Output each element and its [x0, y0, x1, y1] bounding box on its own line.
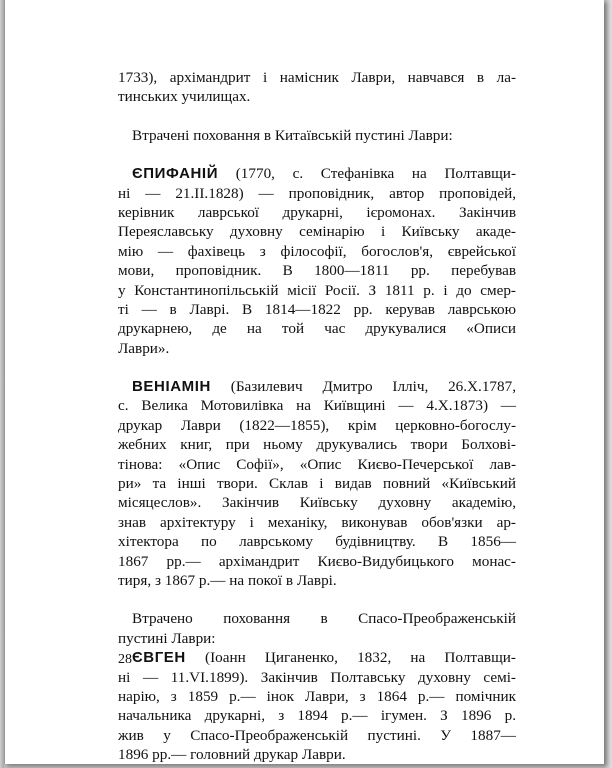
section-title: Втрачено поховання в Спасо-Преображенській [132, 610, 516, 628]
entry-name: ЄВГЕН [132, 649, 186, 667]
entry-line: жив у Спасо-Преображенській пустині. У 1887— [118, 726, 516, 744]
intro-line: тинських училищах. [118, 88, 251, 106]
entry-line: у Константинопільській місії Росії. З 1811 р. і до смер- [118, 281, 516, 299]
viewer-right-shadow [603, 0, 612, 768]
entry-line: тінова: «Опис Софії», «Опис Києво-Печерської лав- [118, 455, 516, 473]
entry-line: ні — 21.II.1828) — проповідник, автор проповідей, [118, 184, 516, 202]
entry-line: мови, проповідник. В 1800—1811 рр. перебував [118, 262, 516, 280]
entry-line: керівник лаврської друкарні, ієромонах. Закінчив [118, 203, 516, 221]
entry-line: ри» та інші твори. Склав і видав повний «Київський [118, 475, 516, 493]
entry-line: Переяславську духовну семінарію і Київську акаде- [118, 223, 516, 241]
entry-name: ЄПИФАНІЙ [132, 165, 219, 183]
entry-line: нарію, з 1859 р.— інок Лаври, з 1864 р.— помічник [118, 687, 516, 705]
entry-line: жебних книг, при ньому друкувались твори Болхові- [118, 436, 516, 454]
page-body [118, 68, 516, 765]
entry-first-line [118, 648, 516, 667]
entry-text: (Базилевич Дмитро Ілліч, 26.X.1787, [230, 378, 516, 396]
intro-line: 1733), архімандрит і намісник Лаври, навчався в ла- [118, 69, 516, 86]
entry-text: (Іоанн Циганенко, 1832, на Полтавщи- [205, 649, 516, 667]
entry-line: ті — в Лаврі. В 1814—1822 рр. керував лаврською [118, 300, 516, 318]
entry-line: 1867 рр.— архімандрит Києво-Видубицького монас- [118, 552, 516, 570]
entry-line: друкар Лаври (1822—1855), крім церковно-богослу- [118, 416, 516, 434]
section-title: пустині Лаври: [118, 629, 216, 647]
entry-line: 1896 рр.— головний друкар Лаври. [118, 746, 346, 764]
entry-line: тиря, з 1867 р.— на покої в Лаврі. [118, 571, 337, 589]
entry-first-line [118, 377, 516, 396]
entry-line: начальника друкарні, з 1894 р.— ігумен. З 1896 р. [118, 707, 516, 725]
entry-line: місяцеслов». Закінчив Київську духовну академію, [118, 494, 516, 512]
entry-line: знав архітектуру і механіку, виконував обов'язки ар- [118, 513, 516, 531]
entry-first-line [118, 164, 516, 183]
entry-line: друкарнею, де на той час друкувалися «Описи [118, 320, 516, 338]
entry-name: ВЕНІАМІН [132, 378, 211, 396]
entry-line: с. Велика Мотовилівка на Київщині — 4.X.1873) — [118, 397, 516, 415]
section-title: Втрачені поховання в Китаївській пустині Лаври: [132, 126, 453, 144]
entry-text: (1770, с. Стефанівка на Полтавщи- [235, 165, 516, 183]
entry-line: мію — фахівець з філософії, богослов'я, єврейської [118, 242, 516, 260]
page-number: 28 [118, 652, 132, 667]
entry-line: Лаври». [118, 339, 170, 357]
entry-line: хітектора по лаврському будівництву. В 1856— [118, 533, 516, 551]
entry-line: ні — 11.VI.1899). Закінчив Полтавську духовну семі- [118, 668, 516, 686]
